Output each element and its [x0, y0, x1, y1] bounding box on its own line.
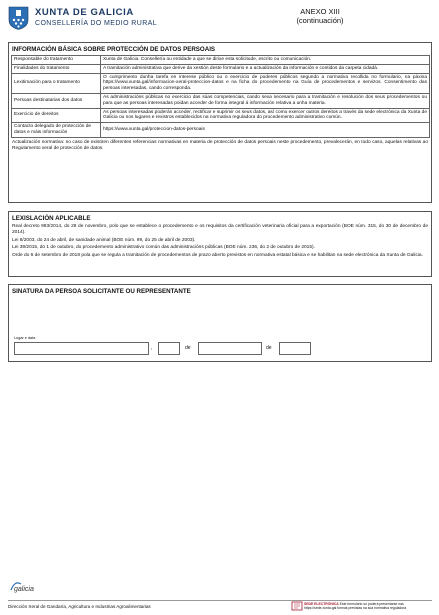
sede-electronica-icon: [291, 601, 303, 611]
data-protection-section: [8, 42, 432, 203]
annex-subtitle: (continuación): [296, 16, 344, 25]
legislation-item: Orde do 6 de setembro de 2018 pola que se regula a tramitación de procedementos de prazo aberto previstos en normativa estatal básica e se habilitan na sede electrónica da Xunta de Galicia.: [12, 253, 423, 259]
annex-heading: [270, 7, 370, 25]
xunta-coat-of-arms-icon: [8, 6, 29, 30]
regulatory-update-note: Actualización normativa: no caso de existiren diferentes referencias normativas en materia de protección de datos persoais neste procedemento, prevalecerán, en todo caso, aquelas relativas ao Regulamento xeral de protección de datos.: [12, 139, 428, 151]
table-row: [12, 56, 430, 65]
row-label: Responsable do tratamento: [12, 56, 101, 65]
legislation-section: [8, 211, 432, 277]
table-row: [12, 123, 430, 138]
table-row: [12, 93, 430, 108]
table-row: [12, 73, 430, 93]
month-field[interactable]: [198, 342, 262, 355]
row-text: As administracións públicas no exercicio das súas competencias, cando sexa necesario para a tramitación e resolución dos seus procedementos ou para que as persoas interesadas poidan acceder de forma integral á información relativa a unha materia.: [101, 93, 430, 108]
footer-directorate: Dirección Xeral de Gandaría, Agricultura e Industrias Agroalimentarias: [8, 604, 151, 609]
row-label: Finalidades do tratamento: [12, 64, 101, 73]
signature-title: SINATURA DA PERSOA SOLICITANTE OU REPRESENTANTE: [12, 288, 191, 295]
legislation-item: Lei 39/2015, do 1 de outubro, do procedemento administrativo común das administracións públicas (BOE núm. 236, do 2 de outubro de 2015).: [12, 245, 315, 251]
row-label: Lexitimación para o tratamento: [12, 73, 101, 93]
org-name: XUNTA DE GALICIA: [35, 7, 134, 18]
day-field[interactable]: [158, 342, 180, 355]
row-text: Xunta de Galicia. Consellería ou entidade a que se dirixe esta solicitude, escrito ou comunicación.: [101, 56, 430, 65]
row-text: O cumprimento dunha tarefa en interese público ou o exercicio de poderes públicos segundo a normativa recollida no formulario, na páxina https://www.xunta.gal/informacion-xeral-proteccion-datos e na ficha do procedemento na Guía de procedementos e servizos. Consentimento das persoas interesadas, cando corresponda.: [101, 73, 430, 93]
legislation-item: Lei 8/2003, do 24 de abril, de sanidade animal (BOE núm. 99, do 25 de abril de 2003).: [12, 237, 196, 243]
place-field[interactable]: [14, 342, 149, 355]
signature-section: [8, 284, 432, 362]
table-row: [12, 108, 430, 123]
de-separator-1: de: [185, 345, 191, 351]
footer-sede-info: [304, 602, 432, 611]
table-row: [12, 64, 430, 73]
legislation-title: LEXISLACIÓN APLICABLE: [12, 215, 91, 222]
data-protection-link[interactable]: https://www.xunta.gal/proteccion-datos-persoais: [101, 123, 430, 138]
row-label: Persoas destinatarias dos datos: [12, 93, 101, 108]
galicia-logo-text: galicia: [14, 586, 34, 593]
legislation-item: Real decreto 993/2014, do 28 de novembro, polo que se establece o procedemento e os requisitos da certificación veterinaria oficial para a exportación (BOE núm. 315, do 30 de decembro de 2014).: [12, 224, 428, 235]
page-header: [8, 6, 432, 36]
data-protection-title: INFORMACIÓN BÁSICA SOBRE PROTECCIÓN DE DATOS PERSOAIS: [12, 46, 216, 53]
row-text: As persoas interesadas poderán acceder, rectificar e suprimir os seus datos, así como exercer outros dereitos a través da sede electrónica da Xunta de Galicia ou nos lugares e rexistros establecidos na normativa reguladora do procedemento administrativo común.: [101, 108, 430, 123]
sede-label[interactable]: SEDE ELECTRÓNICA: [304, 602, 339, 606]
row-label: Contacto delegado de protección de datos e máis información: [12, 123, 101, 138]
row-label: Exercicio de dereitos: [12, 108, 101, 123]
footer-note-line2: https://sede.xunta.gal formas previstas na súa normativa reguladora: [304, 606, 407, 611]
comma-separator: ,: [151, 345, 153, 351]
footer-note-line1: Este formulario só poderá presentarse nas: [339, 602, 404, 606]
footer-divider: [8, 600, 432, 601]
de-separator-2: de: [266, 345, 272, 351]
galicia-logo: [9, 578, 49, 594]
org-department: CONSELLERÍA DO MEDIO RURAL: [35, 20, 158, 27]
year-field[interactable]: [279, 342, 311, 355]
place-date-label: Lugar e data: [14, 336, 36, 340]
row-text: A tramitación administrativa que derive da xestión deste formulario e a actualización da información e contidos da carpeta cidadá.: [101, 64, 430, 73]
annex-title: ANEXO XIII: [300, 7, 340, 16]
data-protection-table: [11, 55, 430, 138]
